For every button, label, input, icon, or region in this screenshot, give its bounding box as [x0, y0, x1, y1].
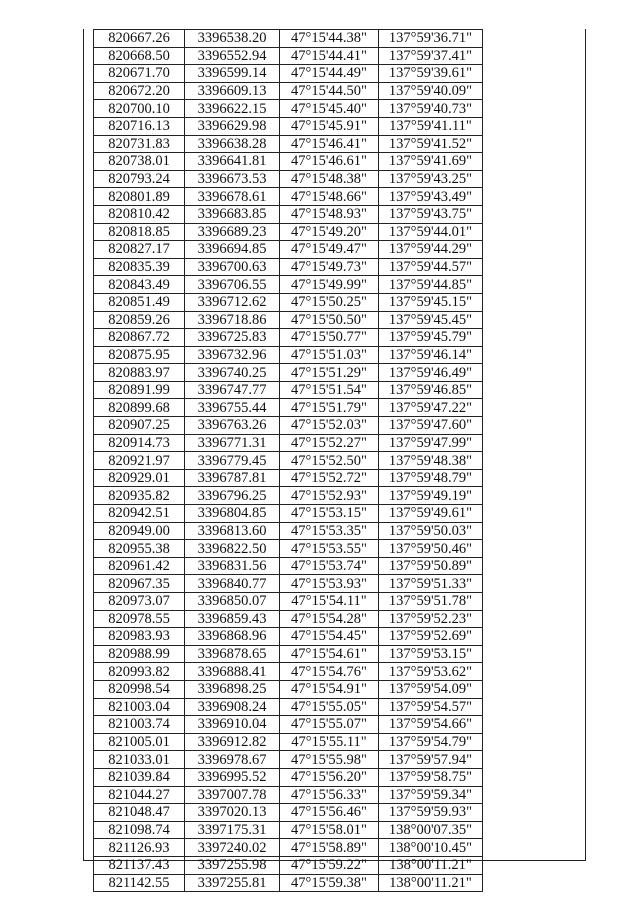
longitude-cell: 138°00'10.45" [379, 839, 483, 857]
latitude-cell: 47°15'56.20" [280, 768, 379, 786]
northing-cell: 3396599.14 [185, 65, 280, 83]
latitude-cell: 47°15'50.50" [280, 311, 379, 329]
longitude-cell: 137°59'47.99" [379, 434, 483, 452]
northing-cell: 3397175.31 [185, 821, 280, 839]
northing-cell: 3396712.62 [185, 293, 280, 311]
table-row [94, 47, 483, 65]
longitude-cell: 137°59'43.75" [379, 205, 483, 223]
northing-cell: 3396673.53 [185, 170, 280, 188]
easting-cell: 821003.74 [94, 716, 185, 734]
northing-cell: 3396910.04 [185, 716, 280, 734]
easting-cell: 820983.93 [94, 628, 185, 646]
longitude-cell: 137°59'46.85" [379, 381, 483, 399]
easting-cell: 820921.97 [94, 452, 185, 470]
latitude-cell: 47°15'46.41" [280, 135, 379, 153]
longitude-cell: 137°59'53.62" [379, 663, 483, 681]
latitude-cell: 47°15'56.33" [280, 786, 379, 804]
easting-cell: 820835.39 [94, 258, 185, 276]
northing-cell: 3396740.25 [185, 364, 280, 382]
northing-cell: 3396700.63 [185, 258, 280, 276]
coordinate-table [93, 29, 483, 892]
table-row [94, 276, 483, 294]
latitude-cell: 47°15'49.47" [280, 241, 379, 259]
latitude-cell: 47°15'54.76" [280, 663, 379, 681]
northing-cell: 3396683.85 [185, 205, 280, 223]
northing-cell: 3396694.85 [185, 241, 280, 259]
northing-cell: 3396787.81 [185, 469, 280, 487]
latitude-cell: 47°15'54.45" [280, 628, 379, 646]
easting-cell: 820891.99 [94, 381, 185, 399]
table-row [94, 698, 483, 716]
easting-cell: 820949.00 [94, 522, 185, 540]
longitude-cell: 137°59'44.01" [379, 223, 483, 241]
longitude-cell: 137°59'43.49" [379, 188, 483, 206]
table-row [94, 751, 483, 769]
easting-cell: 821039.84 [94, 768, 185, 786]
easting-cell: 821048.47 [94, 804, 185, 822]
latitude-cell: 47°15'46.61" [280, 153, 379, 171]
latitude-cell: 47°15'53.15" [280, 505, 379, 523]
longitude-cell: 137°59'47.60" [379, 417, 483, 435]
northing-cell: 3396678.61 [185, 188, 280, 206]
latitude-cell: 47°15'53.35" [280, 522, 379, 540]
longitude-cell: 137°59'54.66" [379, 716, 483, 734]
latitude-cell: 47°15'52.03" [280, 417, 379, 435]
table-row [94, 434, 483, 452]
table-row [94, 593, 483, 611]
easting-cell: 820883.97 [94, 364, 185, 382]
easting-cell: 820700.10 [94, 100, 185, 118]
easting-cell: 820843.49 [94, 276, 185, 294]
northing-cell: 3396840.77 [185, 575, 280, 593]
northing-cell: 3396609.13 [185, 82, 280, 100]
northing-cell: 3396755.44 [185, 399, 280, 417]
latitude-cell: 47°15'53.55" [280, 540, 379, 558]
longitude-cell: 137°59'59.93" [379, 804, 483, 822]
longitude-cell: 137°59'50.46" [379, 540, 483, 558]
easting-cell: 821142.55 [94, 874, 185, 892]
latitude-cell: 47°15'48.93" [280, 205, 379, 223]
longitude-cell: 137°59'48.79" [379, 469, 483, 487]
table-row [94, 540, 483, 558]
latitude-cell: 47°15'51.54" [280, 381, 379, 399]
longitude-cell: 137°59'36.71" [379, 30, 483, 48]
latitude-cell: 47°15'51.79" [280, 399, 379, 417]
table-row [94, 188, 483, 206]
easting-cell: 820668.50 [94, 47, 185, 65]
easting-cell: 821126.93 [94, 839, 185, 857]
latitude-cell: 47°15'55.11" [280, 733, 379, 751]
longitude-cell: 137°59'49.19" [379, 487, 483, 505]
easting-cell: 820961.42 [94, 557, 185, 575]
northing-cell: 3396850.07 [185, 593, 280, 611]
longitude-cell: 137°59'50.89" [379, 557, 483, 575]
easting-cell: 820942.51 [94, 505, 185, 523]
table-row [94, 241, 483, 259]
longitude-cell: 137°59'41.69" [379, 153, 483, 171]
easting-cell: 820867.72 [94, 329, 185, 347]
latitude-cell: 47°15'54.91" [280, 680, 379, 698]
latitude-cell: 47°15'51.29" [280, 364, 379, 382]
northing-cell: 3397020.13 [185, 804, 280, 822]
coordinate-table-body [94, 30, 483, 892]
easting-cell: 820998.54 [94, 680, 185, 698]
table-row [94, 346, 483, 364]
northing-cell: 3396822.50 [185, 540, 280, 558]
northing-cell: 3396629.98 [185, 117, 280, 135]
latitude-cell: 47°15'53.93" [280, 575, 379, 593]
table-row [94, 311, 483, 329]
northing-cell: 3396813.60 [185, 522, 280, 540]
northing-cell: 3396747.77 [185, 381, 280, 399]
northing-cell: 3396718.86 [185, 311, 280, 329]
longitude-cell: 137°59'44.85" [379, 276, 483, 294]
table-row [94, 170, 483, 188]
longitude-cell: 137°59'51.78" [379, 593, 483, 611]
easting-cell: 820667.26 [94, 30, 185, 48]
northing-cell: 3396831.56 [185, 557, 280, 575]
latitude-cell: 47°15'52.72" [280, 469, 379, 487]
latitude-cell: 47°15'44.49" [280, 65, 379, 83]
easting-cell: 820801.89 [94, 188, 185, 206]
table-row [94, 856, 483, 874]
northing-cell: 3397255.98 [185, 856, 280, 874]
table-row [94, 82, 483, 100]
latitude-cell: 47°15'55.98" [280, 751, 379, 769]
latitude-cell: 47°15'59.38" [280, 874, 379, 892]
longitude-cell: 137°59'57.94" [379, 751, 483, 769]
northing-cell: 3396538.20 [185, 30, 280, 48]
table-row [94, 205, 483, 223]
table-row [94, 663, 483, 681]
longitude-cell: 137°59'45.45" [379, 311, 483, 329]
northing-cell: 3396725.83 [185, 329, 280, 347]
longitude-cell: 137°59'44.29" [379, 241, 483, 259]
longitude-cell: 138°00'11.21" [379, 874, 483, 892]
northing-cell: 3396779.45 [185, 452, 280, 470]
table-row [94, 417, 483, 435]
longitude-cell: 137°59'50.03" [379, 522, 483, 540]
longitude-cell: 137°59'52.69" [379, 628, 483, 646]
easting-cell: 820851.49 [94, 293, 185, 311]
table-row [94, 804, 483, 822]
northing-cell: 3397240.02 [185, 839, 280, 857]
easting-cell: 820671.70 [94, 65, 185, 83]
table-row [94, 874, 483, 892]
table-row [94, 487, 483, 505]
latitude-cell: 47°15'55.07" [280, 716, 379, 734]
latitude-cell: 47°15'45.91" [280, 117, 379, 135]
easting-cell: 821137.43 [94, 856, 185, 874]
longitude-cell: 137°59'58.75" [379, 768, 483, 786]
table-row [94, 293, 483, 311]
longitude-cell: 137°59'45.79" [379, 329, 483, 347]
table-row [94, 452, 483, 470]
latitude-cell: 47°15'52.27" [280, 434, 379, 452]
table-row [94, 469, 483, 487]
latitude-cell: 47°15'49.99" [280, 276, 379, 294]
northing-cell: 3397255.81 [185, 874, 280, 892]
longitude-cell: 137°59'40.09" [379, 82, 483, 100]
table-row [94, 153, 483, 171]
longitude-cell: 137°59'40.73" [379, 100, 483, 118]
longitude-cell: 137°59'43.25" [379, 170, 483, 188]
longitude-cell: 137°59'48.38" [379, 452, 483, 470]
easting-cell: 820907.25 [94, 417, 185, 435]
easting-cell: 820929.01 [94, 469, 185, 487]
table-row [94, 65, 483, 83]
latitude-cell: 47°15'54.61" [280, 645, 379, 663]
latitude-cell: 47°15'58.01" [280, 821, 379, 839]
latitude-cell: 47°15'50.77" [280, 329, 379, 347]
table-row [94, 117, 483, 135]
longitude-cell: 137°59'54.57" [379, 698, 483, 716]
longitude-cell: 137°59'41.11" [379, 117, 483, 135]
latitude-cell: 47°15'44.38" [280, 30, 379, 48]
northing-cell: 3396912.82 [185, 733, 280, 751]
easting-cell: 820914.73 [94, 434, 185, 452]
latitude-cell: 47°15'48.38" [280, 170, 379, 188]
easting-cell: 821033.01 [94, 751, 185, 769]
northing-cell: 3396898.25 [185, 680, 280, 698]
table-row [94, 505, 483, 523]
longitude-cell: 137°59'54.09" [379, 680, 483, 698]
easting-cell: 820978.55 [94, 610, 185, 628]
table-row [94, 645, 483, 663]
table-row [94, 329, 483, 347]
latitude-cell: 47°15'59.22" [280, 856, 379, 874]
longitude-cell: 137°59'39.61" [379, 65, 483, 83]
easting-cell: 820993.82 [94, 663, 185, 681]
easting-cell: 820859.26 [94, 311, 185, 329]
longitude-cell: 137°59'44.57" [379, 258, 483, 276]
easting-cell: 820672.20 [94, 82, 185, 100]
table-row [94, 786, 483, 804]
northing-cell: 3396908.24 [185, 698, 280, 716]
table-row [94, 768, 483, 786]
easting-cell: 820875.95 [94, 346, 185, 364]
easting-cell: 820793.24 [94, 170, 185, 188]
latitude-cell: 47°15'54.28" [280, 610, 379, 628]
latitude-cell: 47°15'48.66" [280, 188, 379, 206]
northing-cell: 3397007.78 [185, 786, 280, 804]
latitude-cell: 47°15'54.11" [280, 593, 379, 611]
table-row [94, 680, 483, 698]
longitude-cell: 137°59'54.79" [379, 733, 483, 751]
easting-cell: 820827.17 [94, 241, 185, 259]
easting-cell: 820988.99 [94, 645, 185, 663]
table-row [94, 30, 483, 48]
table-row [94, 628, 483, 646]
longitude-cell: 137°59'46.14" [379, 346, 483, 364]
table-row [94, 223, 483, 241]
northing-cell: 3396796.25 [185, 487, 280, 505]
northing-cell: 3396978.67 [185, 751, 280, 769]
table-row [94, 839, 483, 857]
northing-cell: 3396771.31 [185, 434, 280, 452]
easting-cell: 820818.85 [94, 223, 185, 241]
northing-cell: 3396888.41 [185, 663, 280, 681]
latitude-cell: 47°15'51.03" [280, 346, 379, 364]
latitude-cell: 47°15'49.73" [280, 258, 379, 276]
easting-cell: 820731.83 [94, 135, 185, 153]
latitude-cell: 47°15'52.50" [280, 452, 379, 470]
latitude-cell: 47°15'52.93" [280, 487, 379, 505]
easting-cell: 820810.42 [94, 205, 185, 223]
latitude-cell: 47°15'44.41" [280, 47, 379, 65]
table-row [94, 364, 483, 382]
easting-cell: 820935.82 [94, 487, 185, 505]
table-row [94, 821, 483, 839]
longitude-cell: 137°59'47.22" [379, 399, 483, 417]
easting-cell: 820967.35 [94, 575, 185, 593]
easting-cell: 821044.27 [94, 786, 185, 804]
northing-cell: 3396804.85 [185, 505, 280, 523]
longitude-cell: 137°59'49.61" [379, 505, 483, 523]
northing-cell: 3396859.43 [185, 610, 280, 628]
longitude-cell: 137°59'53.15" [379, 645, 483, 663]
latitude-cell: 47°15'45.40" [280, 100, 379, 118]
longitude-cell: 137°59'52.23" [379, 610, 483, 628]
latitude-cell: 47°15'56.46" [280, 804, 379, 822]
table-row [94, 399, 483, 417]
table-row [94, 557, 483, 575]
northing-cell: 3396641.81 [185, 153, 280, 171]
northing-cell: 3396638.28 [185, 135, 280, 153]
northing-cell: 3396706.55 [185, 276, 280, 294]
northing-cell: 3396995.52 [185, 768, 280, 786]
table-row [94, 258, 483, 276]
longitude-cell: 138°00'11.21" [379, 856, 483, 874]
longitude-cell: 137°59'45.15" [379, 293, 483, 311]
table-row [94, 135, 483, 153]
easting-cell: 820955.38 [94, 540, 185, 558]
latitude-cell: 47°15'50.25" [280, 293, 379, 311]
easting-cell: 820738.01 [94, 153, 185, 171]
latitude-cell: 47°15'53.74" [280, 557, 379, 575]
easting-cell: 821098.74 [94, 821, 185, 839]
northing-cell: 3396868.96 [185, 628, 280, 646]
longitude-cell: 137°59'41.52" [379, 135, 483, 153]
table-row [94, 575, 483, 593]
easting-cell: 821003.04 [94, 698, 185, 716]
table-row [94, 716, 483, 734]
longitude-cell: 137°59'46.49" [379, 364, 483, 382]
easting-cell: 821005.01 [94, 733, 185, 751]
easting-cell: 820899.68 [94, 399, 185, 417]
northing-cell: 3396622.15 [185, 100, 280, 118]
easting-cell: 820716.13 [94, 117, 185, 135]
longitude-cell: 137°59'59.34" [379, 786, 483, 804]
longitude-cell: 137°59'37.41" [379, 47, 483, 65]
northing-cell: 3396763.26 [185, 417, 280, 435]
northing-cell: 3396689.23 [185, 223, 280, 241]
northing-cell: 3396878.65 [185, 645, 280, 663]
table-row [94, 381, 483, 399]
easting-cell: 820973.07 [94, 593, 185, 611]
longitude-cell: 138°00'07.35" [379, 821, 483, 839]
table-row [94, 610, 483, 628]
latitude-cell: 47°15'58.89" [280, 839, 379, 857]
table-row [94, 100, 483, 118]
latitude-cell: 47°15'55.05" [280, 698, 379, 716]
latitude-cell: 47°15'49.20" [280, 223, 379, 241]
table-row [94, 522, 483, 540]
latitude-cell: 47°15'44.50" [280, 82, 379, 100]
table-row [94, 733, 483, 751]
northing-cell: 3396732.96 [185, 346, 280, 364]
northing-cell: 3396552.94 [185, 47, 280, 65]
longitude-cell: 137°59'51.33" [379, 575, 483, 593]
